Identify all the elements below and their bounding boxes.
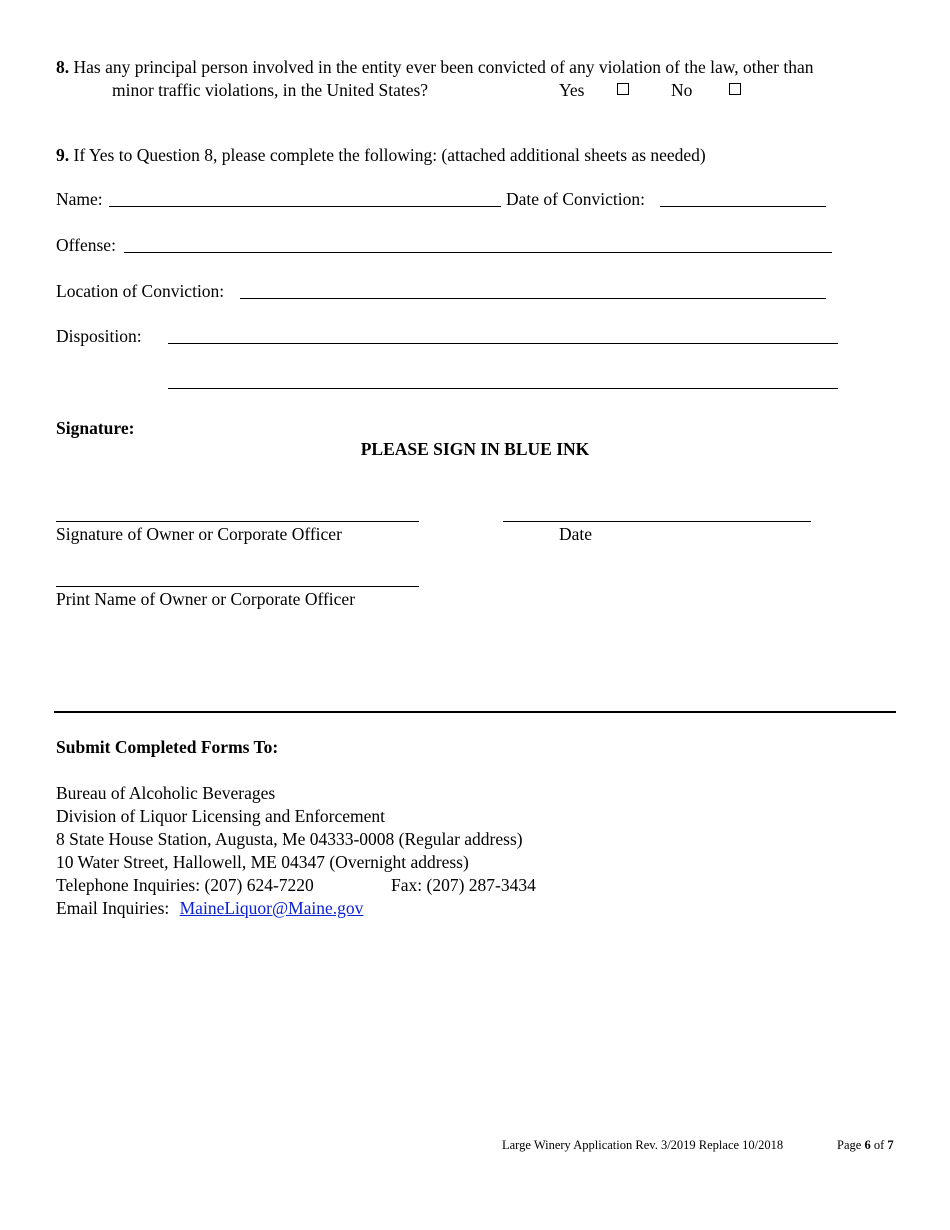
email-link[interactable]: MaineLiquor@Maine.gov — [179, 898, 364, 918]
question-8-line1 — [56, 59, 813, 77]
name-label: Name: — [56, 189, 103, 209]
no-checkbox[interactable] — [729, 83, 741, 95]
name-field[interactable] — [109, 206, 501, 207]
telephone-inquiries: Telephone Inquiries: (207) 624-7220 — [56, 875, 314, 895]
location-of-conviction-label: Location of Conviction: — [56, 281, 225, 301]
disposition-field-line1[interactable] — [168, 343, 838, 344]
date-of-conviction-field[interactable] — [660, 206, 826, 207]
no-label: No — [671, 80, 693, 100]
owner-signature-label: Signature of Owner or Corporate Officer — [56, 524, 342, 544]
question-9-text: If Yes to Question 8, please complete the following: (attached additional sheets as needed) — [73, 145, 706, 165]
footer-page-word: Page — [837, 1138, 862, 1152]
yes-label: Yes — [559, 80, 585, 100]
question-9-number: 9. — [56, 145, 70, 165]
date-of-conviction-label: Date of Conviction: — [506, 189, 646, 209]
signature-date-label: Date — [559, 524, 593, 544]
email-label: Email Inquiries: — [56, 898, 170, 918]
footer-page-current: 6 — [864, 1138, 871, 1152]
fax-number: Fax: (207) 287-3434 — [391, 875, 536, 895]
question-9 — [56, 147, 706, 165]
question-8-number: 8. — [56, 57, 70, 77]
owner-signature-field[interactable] — [56, 521, 419, 522]
overnight-address: 10 Water Street, Hallowell, ME 04347 (Overnight address) — [56, 852, 469, 872]
section-divider — [54, 711, 896, 713]
regular-address: 8 State House Station, Augusta, Me 04333-0008 (Regular address) — [56, 829, 523, 849]
offense-label: Offense: — [56, 235, 116, 255]
signature-date-field[interactable] — [503, 521, 811, 522]
disposition-field-line2[interactable] — [168, 388, 838, 389]
disposition-label: Disposition: — [56, 326, 142, 346]
print-name-field[interactable] — [56, 586, 419, 587]
division-name: Division of Liquor Licensing and Enforcement — [56, 806, 386, 826]
footer-form-name: Large Winery Application Rev. 3/2019 Replace 10/2018 — [502, 1138, 784, 1152]
offense-field[interactable] — [124, 252, 832, 253]
question-8-text: Has any principal person involved in the entity ever been convicted of any violation of the law, other than — [73, 57, 814, 77]
bureau-name: Bureau of Alcoholic Beverages — [56, 783, 276, 803]
footer-page-total: 7 — [887, 1138, 894, 1152]
location-of-conviction-field[interactable] — [240, 298, 826, 299]
sign-in-blue-ink-instruction: PLEASE SIGN IN BLUE INK — [360, 439, 590, 459]
signature-heading: Signature: — [56, 418, 135, 438]
print-name-label: Print Name of Owner or Corporate Officer — [56, 589, 356, 609]
email-inquiries — [56, 900, 363, 918]
submit-heading: Submit Completed Forms To: — [56, 737, 279, 757]
question-8-text-line2: minor traffic violations, in the United States? — [112, 80, 429, 100]
footer-page-number — [837, 1139, 894, 1152]
yes-checkbox[interactable] — [617, 83, 629, 95]
footer-page-of: of — [873, 1138, 885, 1152]
